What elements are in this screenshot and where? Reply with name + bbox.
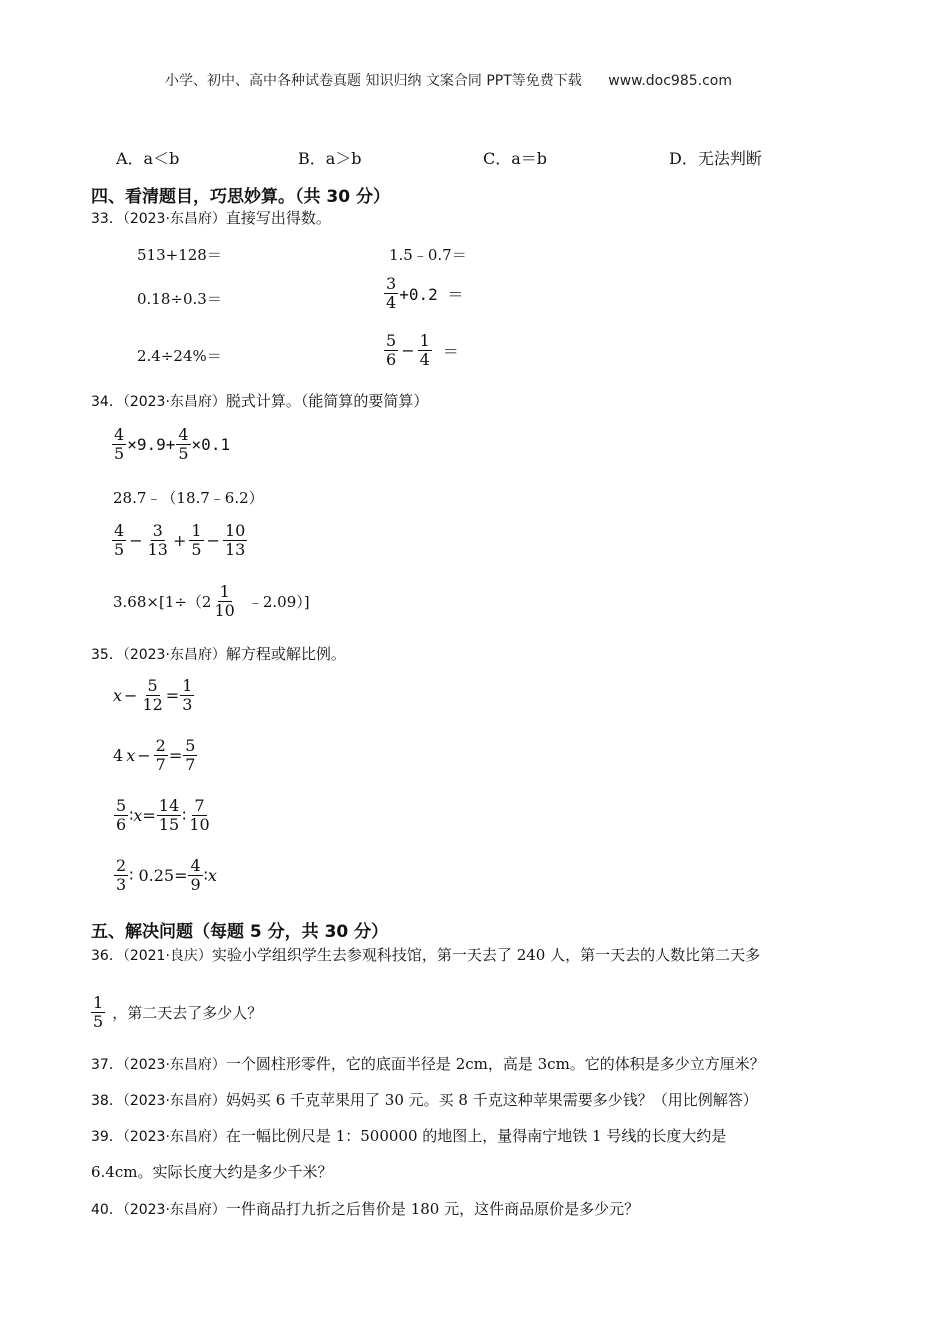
fraction: $\frac{5}{12}$ <box>142 676 163 714</box>
q33-expr-6: $\frac{5}{6}$ − $\frac{1}{4}$ ＝ <box>386 331 459 369</box>
question-number: 36． <box>91 948 123 964</box>
question-text: 实验小学组织学生去参观科技馆，第一天去了 240 人，第一天去的人数比第二天多 <box>211 946 761 964</box>
q35-equation-2: 4 x − $\frac{2}{7}$ = $\frac{5}{7}$ <box>113 736 196 774</box>
question-text: 一个圆柱形零件，它的底面半径是 2cm，高是 3cm。它的体积是多少立方厘米？ <box>225 1055 765 1073</box>
header-url: www.doc985.com <box>608 73 732 89</box>
question-number: 34． <box>91 394 123 410</box>
option-d: D．无法判断 <box>669 149 762 168</box>
question-36-cont: $\frac{1}{5}$ ，第二天去了多少人？ <box>93 993 263 1031</box>
q34-expr-4: 3.68×[1÷（2 $\frac{1}{10}$ ﹣2.09）] <box>113 582 310 620</box>
question-text: 解方程或解比例。 <box>225 645 346 663</box>
question-text: 一件商品打九折之后售价是 180 元，这件商品原价是多少元？ <box>225 1200 640 1218</box>
q33-expr-5: $\frac{3}{4}$ +0.2 ＝ <box>386 274 464 312</box>
fraction: $\frac{10}{13}$ <box>224 521 246 559</box>
q35-equation-4: $\frac{2}{3}$ ∶ 0.25= $\frac{4}{9}$ ∶ x <box>116 856 217 894</box>
fraction: $\frac{7}{10}$ <box>189 796 210 834</box>
question-source: （2023·东昌府） <box>122 394 226 410</box>
fraction: $\frac{1}{5}$ <box>93 993 104 1031</box>
question-source: （2023·东昌府） <box>122 1129 226 1145</box>
fraction: $\frac{1}{4}$ <box>419 331 430 369</box>
q33-expr-3: 0.18÷0.3＝ <box>137 290 222 308</box>
fraction: $\frac{14}{15}$ <box>158 796 180 834</box>
q35-equation-3: $\frac{5}{6}$ ∶ x = $\frac{14}{15}$ ∶ $\frac{7}{10}$ <box>116 796 210 834</box>
q33-expr-2: 1.5﹣0.7＝ <box>389 246 467 264</box>
option-a: A．a＜b <box>116 149 180 168</box>
fraction: $\frac{4}{5}$ <box>178 425 189 463</box>
q33-expr-1: 513+128＝ <box>137 246 222 264</box>
fraction: $\frac{5}{6}$ <box>386 331 397 369</box>
fraction: $\frac{4}{9}$ <box>190 856 201 894</box>
question-36 <box>91 944 760 965</box>
fraction: $\frac{1}{5}$ <box>191 521 202 559</box>
question-33 <box>91 207 331 228</box>
question-text: 脱式计算。（能简算的要简算） <box>225 392 429 410</box>
question-number: 35． <box>91 647 123 663</box>
question-number: 40． <box>91 1202 123 1218</box>
fraction: $\frac{3}{4}$ <box>386 274 397 312</box>
question-35 <box>91 643 346 664</box>
q34-expr-2: 28.7﹣（18.7﹣6.2） <box>113 489 264 507</box>
question-number: 38． <box>91 1093 123 1109</box>
q33-expr-4: 2.4÷24%＝ <box>137 347 222 365</box>
fraction: $\frac{1}{3}$ <box>182 676 193 714</box>
question-number: 39． <box>91 1129 123 1145</box>
fraction: $\frac{4}{5}$ <box>114 425 125 463</box>
question-39-cont: 6.4cm。实际长度大约是多少千米？ <box>91 1163 333 1181</box>
page-header <box>165 70 732 90</box>
question-text: 在一幅比例尺是 1：500000 的地图上，量得南宁地铁 1 号线的长度大约是 <box>225 1127 727 1145</box>
fraction: $\frac{5}{6}$ <box>116 796 127 834</box>
question-number: 37． <box>91 1057 123 1073</box>
question-text: 直接写出得数。 <box>225 209 331 227</box>
header-text: 小学、初中、高中各种试卷真题 知识归纳 文案合同 PPT等免费下载 <box>165 73 582 89</box>
q35-equation-1: x − $\frac{5}{12}$ = $\frac{1}{3}$ <box>113 676 193 714</box>
question-source: （2023·东昌府） <box>122 647 226 663</box>
question-34 <box>91 390 428 411</box>
question-37 <box>91 1053 765 1074</box>
question-text: 妈妈买 6 千克苹果用了 30 元。买 8 千克这种苹果需要多少钱？（用比例解答） <box>225 1091 758 1109</box>
fraction: $\frac{3}{13}$ <box>147 521 168 559</box>
question-number: 33． <box>91 211 123 227</box>
question-38 <box>91 1089 758 1110</box>
option-c: C．a＝b <box>483 149 548 168</box>
fraction: $\frac{5}{7}$ <box>185 736 196 774</box>
section-5-title: 五、解决问题（每题 5 分，共 30 分） <box>91 922 389 942</box>
fraction: $\frac{2}{7}$ <box>155 736 166 774</box>
question-40 <box>91 1198 639 1219</box>
question-source: （2021·良庆） <box>122 948 212 964</box>
fraction: $\frac{1}{10}$ <box>214 582 235 620</box>
section-4-title: 四、看清题目，巧思妙算。（共 30 分） <box>91 187 390 207</box>
question-source: （2023·东昌府） <box>122 1202 226 1218</box>
question-source: （2023·东昌府） <box>122 211 226 227</box>
question-source: （2023·东昌府） <box>122 1093 226 1109</box>
fraction: $\frac{4}{5}$ <box>114 521 125 559</box>
question-source: （2023·东昌府） <box>122 1057 226 1073</box>
fraction: $\frac{2}{3}$ <box>116 856 127 894</box>
question-39 <box>91 1125 726 1146</box>
q34-expr-3: $\frac{4}{5}$ − $\frac{3}{13}$ + $\frac{1}{5}$ − $\frac{10}{13}$ <box>114 521 246 559</box>
option-b: B．a＞b <box>298 149 362 168</box>
q34-expr-1: $\frac{4}{5}$ ×9.9+ $\frac{4}{5}$ ×0.1 <box>114 425 231 463</box>
